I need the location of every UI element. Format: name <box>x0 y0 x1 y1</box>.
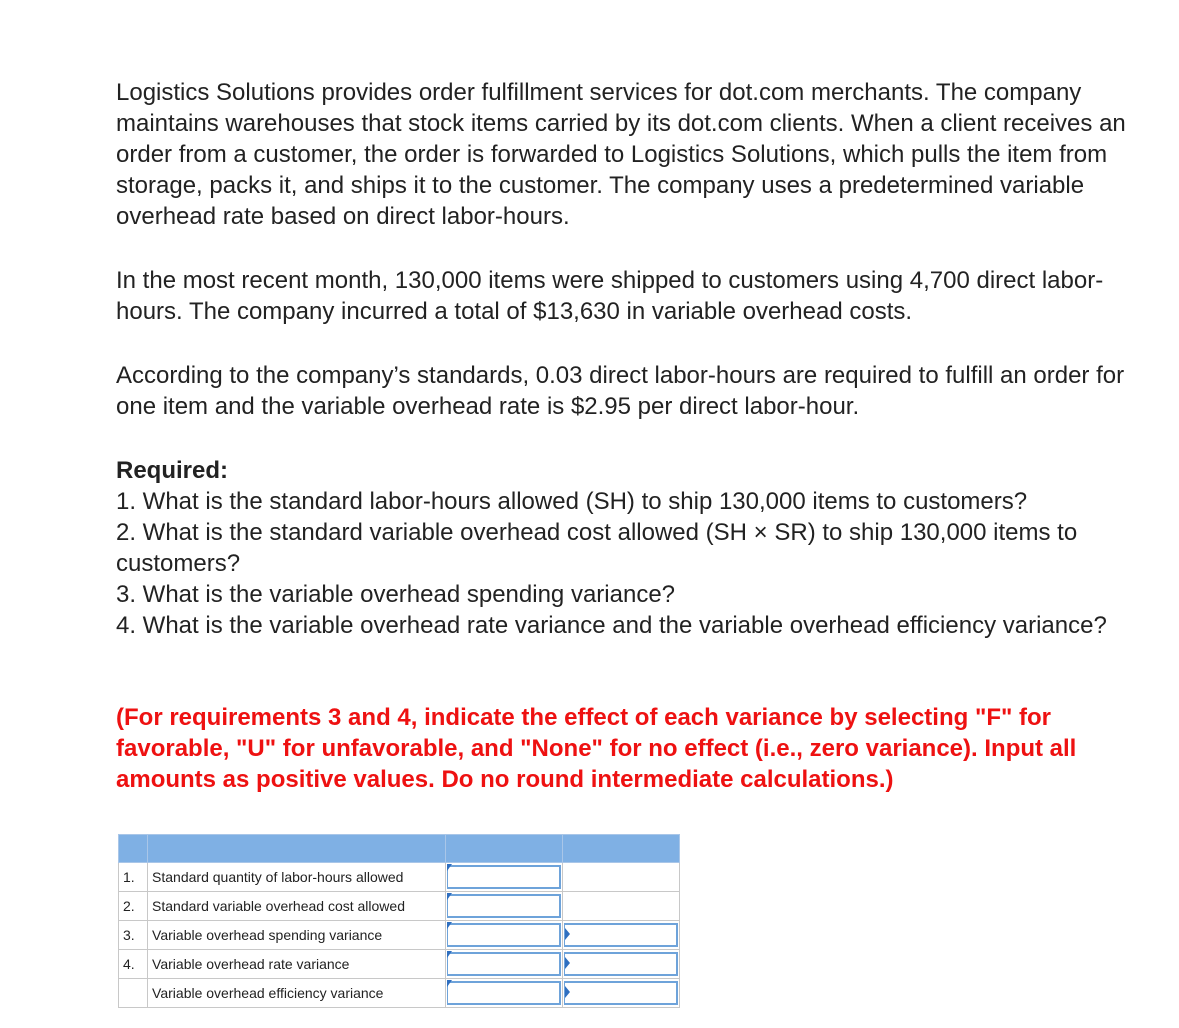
amount-cell <box>445 979 562 1008</box>
row-label: Variable overhead efficiency variance <box>148 979 446 1008</box>
amount-cell <box>445 950 562 979</box>
efficiency-variance-effect-select[interactable] <box>564 981 678 1005</box>
dropdown-arrow-icon <box>565 957 570 969</box>
table-row <box>119 863 680 892</box>
input-marker-icon <box>447 980 452 987</box>
row-number: 4. <box>119 950 148 979</box>
header-cell <box>562 835 679 863</box>
required-heading: Required: <box>116 457 229 484</box>
required-item-2: 2. What is the standard variable overhead cost allowed (SH × SR) to ship 130,000 items to customers? <box>116 519 1078 577</box>
spending-variance-effect-select[interactable] <box>564 923 678 947</box>
required-item-4: 4. What is the variable overhead rate variance and the variable overhead efficiency variance? <box>116 612 1107 639</box>
input-marker-icon <box>447 922 452 929</box>
row-number: 3. <box>119 921 148 950</box>
header-cell <box>119 835 148 863</box>
amount-cell <box>445 892 562 921</box>
effect-cell <box>562 950 679 979</box>
table-row <box>119 921 680 950</box>
effect-cell <box>562 921 679 950</box>
standard-hours-input[interactable] <box>447 865 561 889</box>
answer-table <box>118 834 680 1008</box>
header-cell <box>148 835 446 863</box>
row-label: Variable overhead spending variance <box>148 921 446 950</box>
dropdown-arrow-icon <box>565 928 570 940</box>
header-cell <box>445 835 562 863</box>
standard-cost-input[interactable] <box>447 894 561 918</box>
dropdown-arrow-icon <box>565 986 570 998</box>
input-marker-icon <box>447 951 452 958</box>
row-label: Standard quantity of labor-hours allowed <box>148 863 446 892</box>
intro-paragraph: Logistics Solutions provides order fulfillment services for dot.com merchants. The company maintains warehouses that stock items carried by its dot.com clients. When a client receives an order from a customer, the order is forwarded to Logistics Solutions, which pulls the item from storage, packs it, and ships it to the customer. The company uses a predetermined variable overhead rate based on direct labor-hours. <box>116 79 1126 230</box>
efficiency-variance-input[interactable] <box>447 981 561 1005</box>
rate-variance-effect-select[interactable] <box>564 952 678 976</box>
table-row <box>119 892 680 921</box>
row-label: Standard variable overhead cost allowed <box>148 892 446 921</box>
required-item-3: 3. What is the variable overhead spending variance? <box>116 581 676 608</box>
row-number: 2. <box>119 892 148 921</box>
spending-variance-input[interactable] <box>447 923 561 947</box>
month-data-paragraph: In the most recent month, 130,000 items were shipped to customers using 4,700 direct labor-hours. The company incurred a total of $13,630 in variable overhead costs. <box>116 267 1104 325</box>
table-header-row <box>119 835 680 863</box>
input-marker-icon <box>447 893 452 900</box>
rate-variance-input[interactable] <box>447 952 561 976</box>
table-row <box>119 979 680 1008</box>
standards-paragraph: According to the company’s standards, 0.03 direct labor-hours are required to fulfill an order for one item and the variable overhead rate is $2.95 per direct labor-hour. <box>116 362 1125 420</box>
amount-cell <box>445 921 562 950</box>
problem-text <box>116 77 1156 641</box>
required-section <box>116 455 1156 641</box>
empty-cell <box>562 863 679 892</box>
table-row <box>119 950 680 979</box>
empty-cell <box>562 892 679 921</box>
input-marker-icon <box>447 864 452 871</box>
amount-cell <box>445 863 562 892</box>
row-label: Variable overhead rate variance <box>148 950 446 979</box>
required-item-1: 1. What is the standard labor-hours allowed (SH) to ship 130,000 items to customers? <box>116 488 1028 515</box>
instructions-note: (For requirements 3 and 4, indicate the effect of each variance by selecting "F" for favorable, "U" for unfavorable, and "None" for no effect (i.e., zero variance). Input all amounts as positive values. Do no round intermediate calculations.) <box>116 704 1077 793</box>
row-number <box>119 979 148 1008</box>
effect-cell <box>562 979 679 1008</box>
row-number: 1. <box>119 863 148 892</box>
